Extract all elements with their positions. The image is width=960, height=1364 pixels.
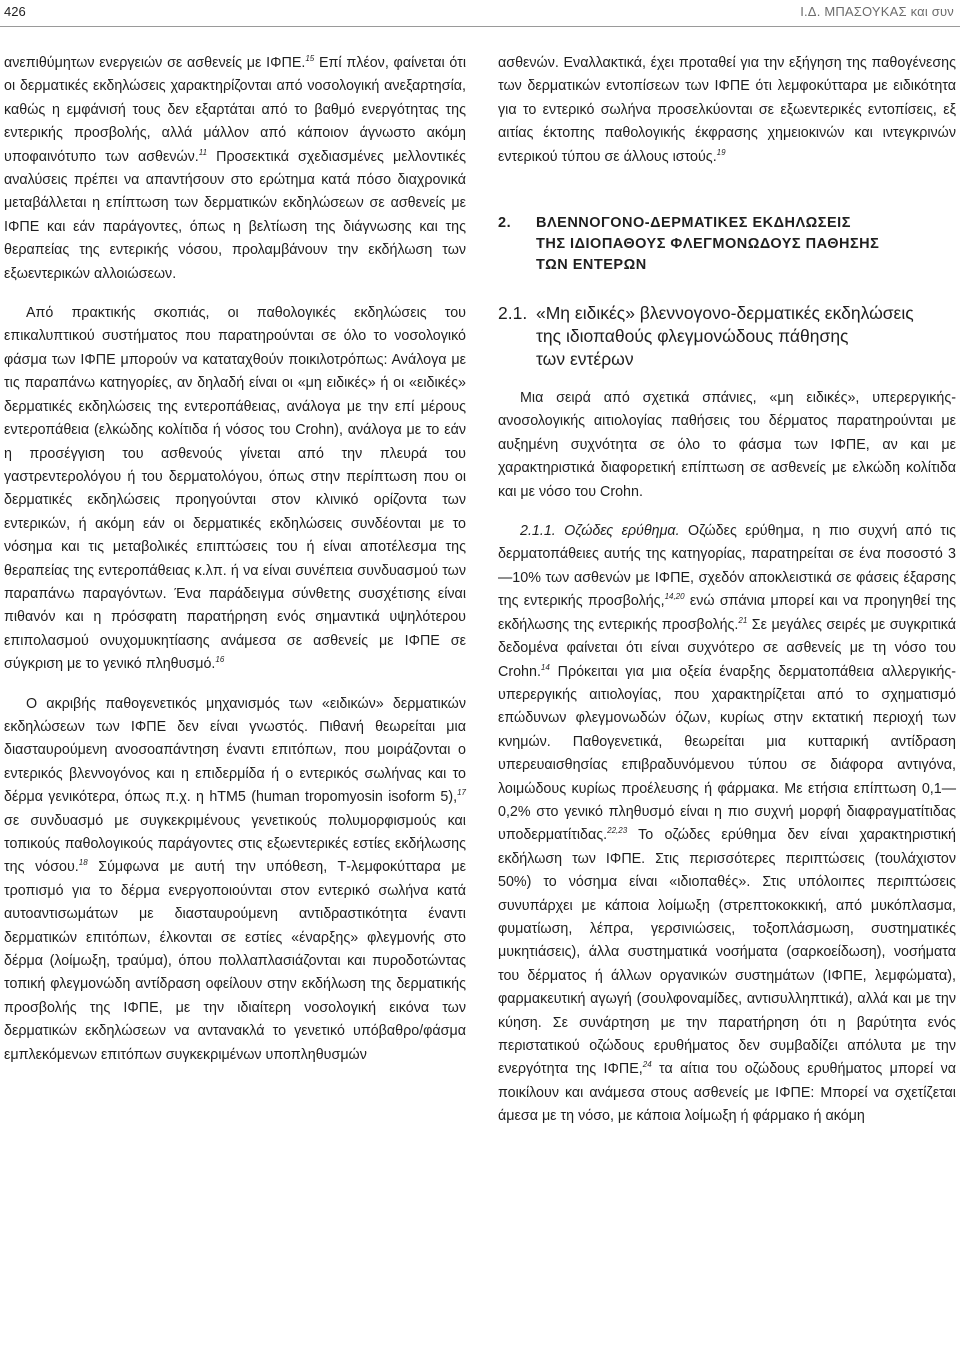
subsubsection-heading: 2.1.1. Οζώδες ερύθημα. [520,523,680,540]
right-column [498,52,956,1129]
citation: 24 [642,1060,652,1070]
left-column [4,52,466,1067]
subsection-heading: 2.1. «Μη ειδικές» βλεννογονο-δερματικές εκδηλώσεις της ιδιοπαθούς φλεγμονώδους πάθησης των εντέρων [498,303,914,370]
citation: 15 [305,54,315,63]
page-number: 426 [4,4,26,19]
citation: 18 [78,858,88,868]
header-rule [0,26,960,27]
paragraph: ανεπιθύμητων ενεργειών σε ασθενείς με ΙΦΠΕ.$^{15}$ Επί πλέον, φαίνεται ότι οι δερματικές εκδηλώσεις χαρακτηρίζονται από νοσολογική ανεξαρτησία, καθώς η εμφάνισή τους δεν εξαρτάται από το βαθμό ενεργότητας της εντερικής προσβολής, αλλά μάλλον από κάποιον άγνωστο ακόμη υποφαινότυπο των ασθενών.$^{11}$ Προσεκτικά σχεδιασμένες μελλοντικές αναλύσεις πρέπει να απαντήσουν στο ερώτημα κατά πόσο διαχρονικά μεταβάλλεται η επίπτωση των δερματικών εκδηλώσεων σε ασθενείς με ΙΦΠΕ και εάν παράγοντες, όπως η βελτίωση της διάγνωσης και της θεραπείας της εντερικής νόσου, προλαμβάνουν την εκδήλωση των εξωεντερικών αλλοιώσεων. [4,54,466,282]
paragraph: 2.1.1. Οζώδες ερύθημα. Οζώδες ερύθημα, η πιο συχνή από τις δερματοπάθειες αυτής της κατηγορίας, παρατηρείται σε ένα ποσοστό 3—10% των ασθενών με ΙΦΠΕ, σχεδόν αποκλειστικά σε φάσεις έξαρσης της εντερικής προσβολής,$^{14,20}$ ενώ σπάνια μπορεί και να προηγηθεί της εκδήλωσης της εντερικής προσβολής.$^{21}$ Σε μεγάλες σειρές με συγκριτικά δεδομένα φαίνεται ότι είναι συχνότερο σε ασθενείς με τη νόσο του Crohn.$^{14}$ Πρόκειται για μια οξεία έναρξης δερματοπάθεια αλλεργικής-υπερεργικής αιτιολογίας, που χαρακτηρίζεται από το σχηματισμό επώδυνων φλεγμονωδών όζων, κυρίως στην εκτατική περιοχή των κνημών. Παθογενετικά, θεωρείται μια κυτταρική αντίδραση υπερευαισθησίας επιβραδυνόμενου τύπου σε διάφορα αντιγόνα, λοιμώδους κυρίως προέλευσης ή φάρμακα. Με ετήσια επίπτωση 0,1—0,2% στο γενικό πληθυσμό είναι η πιο συχνή μορφή διαφραγματίτιδας υποδερματίτιδας.$^{22,23}$ Το οζώδες ερύθημα δεν είναι χαρακτηριστική εκδήλωση των ΙΦΠΕ. Στις περισσότερες περιπτώσεις (τουλάχιστον 50%) το νόσημα είναι «ιδιοπαθές». Στις υπόλοιπες περιπτώσεις συνυπάρχει με κάποια λοίμωξη (στρεπτοκοκκική, από μυκόπλασμα, φυματίωση, λέπρα, γερσινιώσεις, τοξοπλάσμωση, συστηματικές μυκητιάσεις), άλλα συστηματικά νοσήματα (σαρκοείδωση), νοσήματα του δέρματος ή άλλων οργανικών συστημάτων (ΙΦΠΕ, λεμφώματα), φαρμακευτική αγωγή (σουλφοναμίδες, αντισυλληπτικά), αλλά και με την κύηση. Σε συνάρτηση με την παρατήρηση ότι η βαρύτητα ενός περιστατικού οζώδους ερυθήματος δεν συμβαδίζει απόλυτα με την ενεργότητα της ΙΦΠΕ,$^{24}$ τα αίτια του οζώδους ερυθήματος μπορεί να ποικίλουν και ανάμεσα στους ασθενείς με ΙΦΠΕ: Μπορεί να σχετίζεται άμεσα με τη νόσο, με κάποια λοίμωξη ή φάρμακο ή ακόμη [498,523,957,1125]
citation: 11 [198,147,208,157]
citation: 17 [457,788,466,798]
running-author: Ι.Δ. ΜΠΑΣΟΥΚΑΣ και συν [800,4,954,19]
section-heading: 2. ΒΛΕΝΝΟΓΟΝΟ-ΔΕΡΜΑΤΙΚΕΣ ΕΚΔΗΛΩΣΕΙΣ ΤΗΣ ΙΔΙΟΠΑΘΟΥΣ ΦΛΕΓΜΟΝΩΔΟΥΣ ΠΑΘΗΣΗΣ ΤΩΝ ΕΝΤΕΡΩΝ [498,215,880,274]
paragraph: Από πρακτικής σκοπιάς, οι παθολογικές εκδηλώσεις του επικαλυπτικού συστήματος που παρατηρούνται σε όλο το νοσολογικό φάσμα των ΙΦΠΕ μπορούν να καταταχθούν ποικιλοτρόπως: Ανάλογα με τις παραπάνω κατηγορίες, αν δηλαδή είναι οι «μη ειδικές» ή οι «ειδικές» δερματικές εκδηλώσεις της εντεροπάθειας, ανάλογα με την επί μέρους εντεροπάθεια (ελκώδης κολίτιδα ή νόσος του Crohn), ανάλογα με το εάν η προσέγγιση του ασθενούς γίνεται από την πλευρά του γαστρεντερολόγου ή του δερματολόγου, όπως στην περίπτωση που οι δερματικές εκδηλώσεις προηγούνται στον κλινικό ορίζοντα των εντερικών, ή ακόμη εάν οι δερματικές εκδηλώσεις συνδέονται με το νόσημα και τις μεταβολικές επιπτώσεις του ή είναι αποτέλεσμα της θεραπείας της εντεροπάθειας κ.λπ. ή να είναι συνέπεια συνδυασμού των παραπάνω παραγόντων. Ένα παράδειγμα σύνθετης συσχέτισης είναι πιθανόν και η πρόσφατη παρατήρηση ενός σημαντικά υψηλότερου επιπολασμού ονυχομυκητίασης ανάμεσα σε ασθενείς με ΙΦΠΕ σε σύγκριση με το γενικό πληθυσμό.$^{16}$ [4,305,466,673]
paragraph: Μια σειρά από σχετικά σπάνιες, «μη ειδικές», υπερεργικής-ανοσολογικής αιτιολογίας παθήσεις του δέρματος παρατηρούνται με αυξημένη συχνότητα σε όλο το φάσμα των ΙΦΠΕ, αν και με χαρακτηριστικά διαφορετική επίπτωση σε ασθενείς με ελκώδη κολίτιδα και με νόσο του Crohn. [498,390,956,500]
paragraph: Ο ακριβής παθογενετικός μηχανισμός των «ειδικών» δερματικών εκδηλώσεων των ΙΦΠΕ δεν είναι γνωστός. Πιθανή θεωρείται μια διασταυρούμενη ανοσοαπάντηση έναντι επιτόπων, που μοιράζονται ο εντερικός βλεννογόνος και η επιδερμίδα ή ο εντερικός σωλήνας και το δέρμα γενικότερα, όπως π.χ. η hTM5 (human tropomyosin isoform 5),$^{17}$ σε συνδυασμό με συγκεκριμένους γενετικούς πολυμορφισμούς και τοπικούς παθολογικούς παράγοντες στις εξωεντερικές εστίες εκδήλωσης της νόσου.$^{18}$ Σύμφωνα με αυτή την υπόθεση, Τ-λεμφοκύτταρα με τροπισμό για το δέρμα ενεργοποιούνται στον εντερικό σωλήνα κατά αυτοαντισωμάτων με διασταυρούμενη αντιδραστικότητα έναντι δερματικών επιτόπων, έλκονται σε εστίες «έναρξης» φλεγμονής στο δέρμα (λοίμωξη, τραύμα), όπου πολλαπλασιάζονται και πυροδοτώντας τοπική φλεγμονώδη αντίδραση οφείλουν στην εκδήλωση της δερματικής προσβολής της ΙΦΠΕ, με την ιδιαίτερη νοσολογική εικόνα των δερματικών εκδηλώσεων να αντανακλά το γενετικό υπόβαθρο/φάσμα εμπλεκόμενων επιτόπων συγκεκριμένων υποπληθυσμών [4,695,466,1063]
paragraph: ασθενών. Εναλλακτικά, έχει προταθεί για την εξήγηση της παθογένεσης των δερματικών εντοπίσεων των ΙΦΠΕ ότι λεμφοκύτταρα με ειδικότητα για το εντερικό σωλήνα προσελκύονται σε εξωεντερικές εντοπίσεις, εξ αιτίας έκτοπης παθολογικής έκφρασης χημειοκινών και ιντεγκρινών εντερικού τύπου σε άλλους ιστούς.$^{19}$ [498,55,956,165]
citation: 19 [716,147,726,157]
running-header [0,0,960,30]
citation: 21 [738,615,748,625]
citation: 14,20 [664,592,685,602]
citation: 16 [215,655,225,665]
citation: 14 [540,662,550,672]
citation: 22,23 [607,826,628,836]
